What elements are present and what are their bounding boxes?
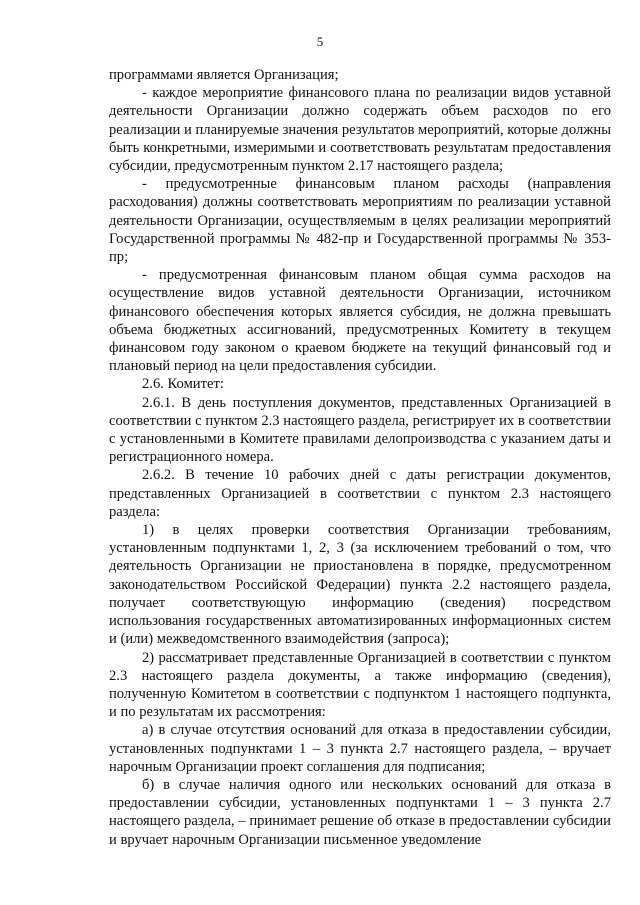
- paragraph: - предусмотренные финансовым планом расходы (направления расходования) должны соответствовать мероприятиям по реализации уставной деятельности Организации, осуществляемым в целях реализации мероприятий Государственной программы № 482-пр и Государственной программы № 353-пр;: [109, 176, 611, 266]
- paragraph: б) в случае наличия одного или нескольких оснований для отказа в предоставлении субсидии, установленных подпунктами 1 – 3 пункта 2.7 настоящего раздела, – принимает решение об отказе в предоставлении субсидии и вручает нарочным Организации письменное уведомление: [109, 776, 611, 848]
- paragraph: 2) рассматривает представленные Организацией в соответствии с пунктом 2.3 настоящего раздела документы, а также информацию (сведения), полученную Комитетом в соответствии с подпунктом 1 настоящего подпункта, и по результатам их рассмотрения:: [109, 649, 611, 721]
- paragraph: а) в случае отсутствия оснований для отказа в предоставлении субсидии, установленных подпунктами 1 – 3 пункта 2.7 настоящего раздела, – вручает нарочным Организации проект соглашения для подписания;: [109, 722, 611, 775]
- paragraph: - предусмотренная финансовым планом общая сумма расходов на осуществление видов уставной деятельности Организации, источником финансового обеспечения которых является субсидия, не должна превышать объема бюджетных ассигнований, предусмотренных Комитету в текущем финансовом году законом о краевом бюджете на текущий финансовый год и плановый период на цели предоставления субсидии.: [109, 267, 611, 375]
- paragraph: - каждое мероприятие финансового плана по реализации видов уставной деятельности Организации должно содержать объем расходов по его реализации и планируемые значения результатов мероприятий, которые должны быть конкретными, измеримыми и соответствовать результатам предоставления субсидии, предусмотренным пунктом 2.17 настоящего раздела;: [109, 85, 611, 175]
- paragraph: 2.6. Комитет:: [142, 376, 224, 393]
- paragraph: 1) в целях проверки соответствия Организации требованиям, установленным подпунктами 1, 2, 3 (за исключением требований о том, что деятельность Организации не приостановлена в порядке, предусмотренном законодательством Российской Федерации) пункта 2.2 настоящего раздела, получает соответствующую информацию (сведения) посредством использования государственных автоматизированных информационных систем и (или) межведомственного взаимодействия (запроса);: [109, 522, 611, 648]
- page-number: 5: [316, 34, 324, 49]
- document-body: [109, 66, 611, 849]
- paragraph: 2.6.2. В течение 10 рабочих дней с даты регистрации документов, представленных Организацией в соответствии с пунктом 2.3 настоящего раздела:: [109, 467, 611, 520]
- paragraph: 2.6.1. В день поступления документов, представленных Организацией в соответствии с пунктом 2.3 настоящего раздела, регистрирует их в соответствии с установленными в Комитете правилами делопроизводства с указанием даты и регистрационного номера.: [109, 394, 611, 466]
- paragraph: программами является Организация;: [109, 67, 339, 83]
